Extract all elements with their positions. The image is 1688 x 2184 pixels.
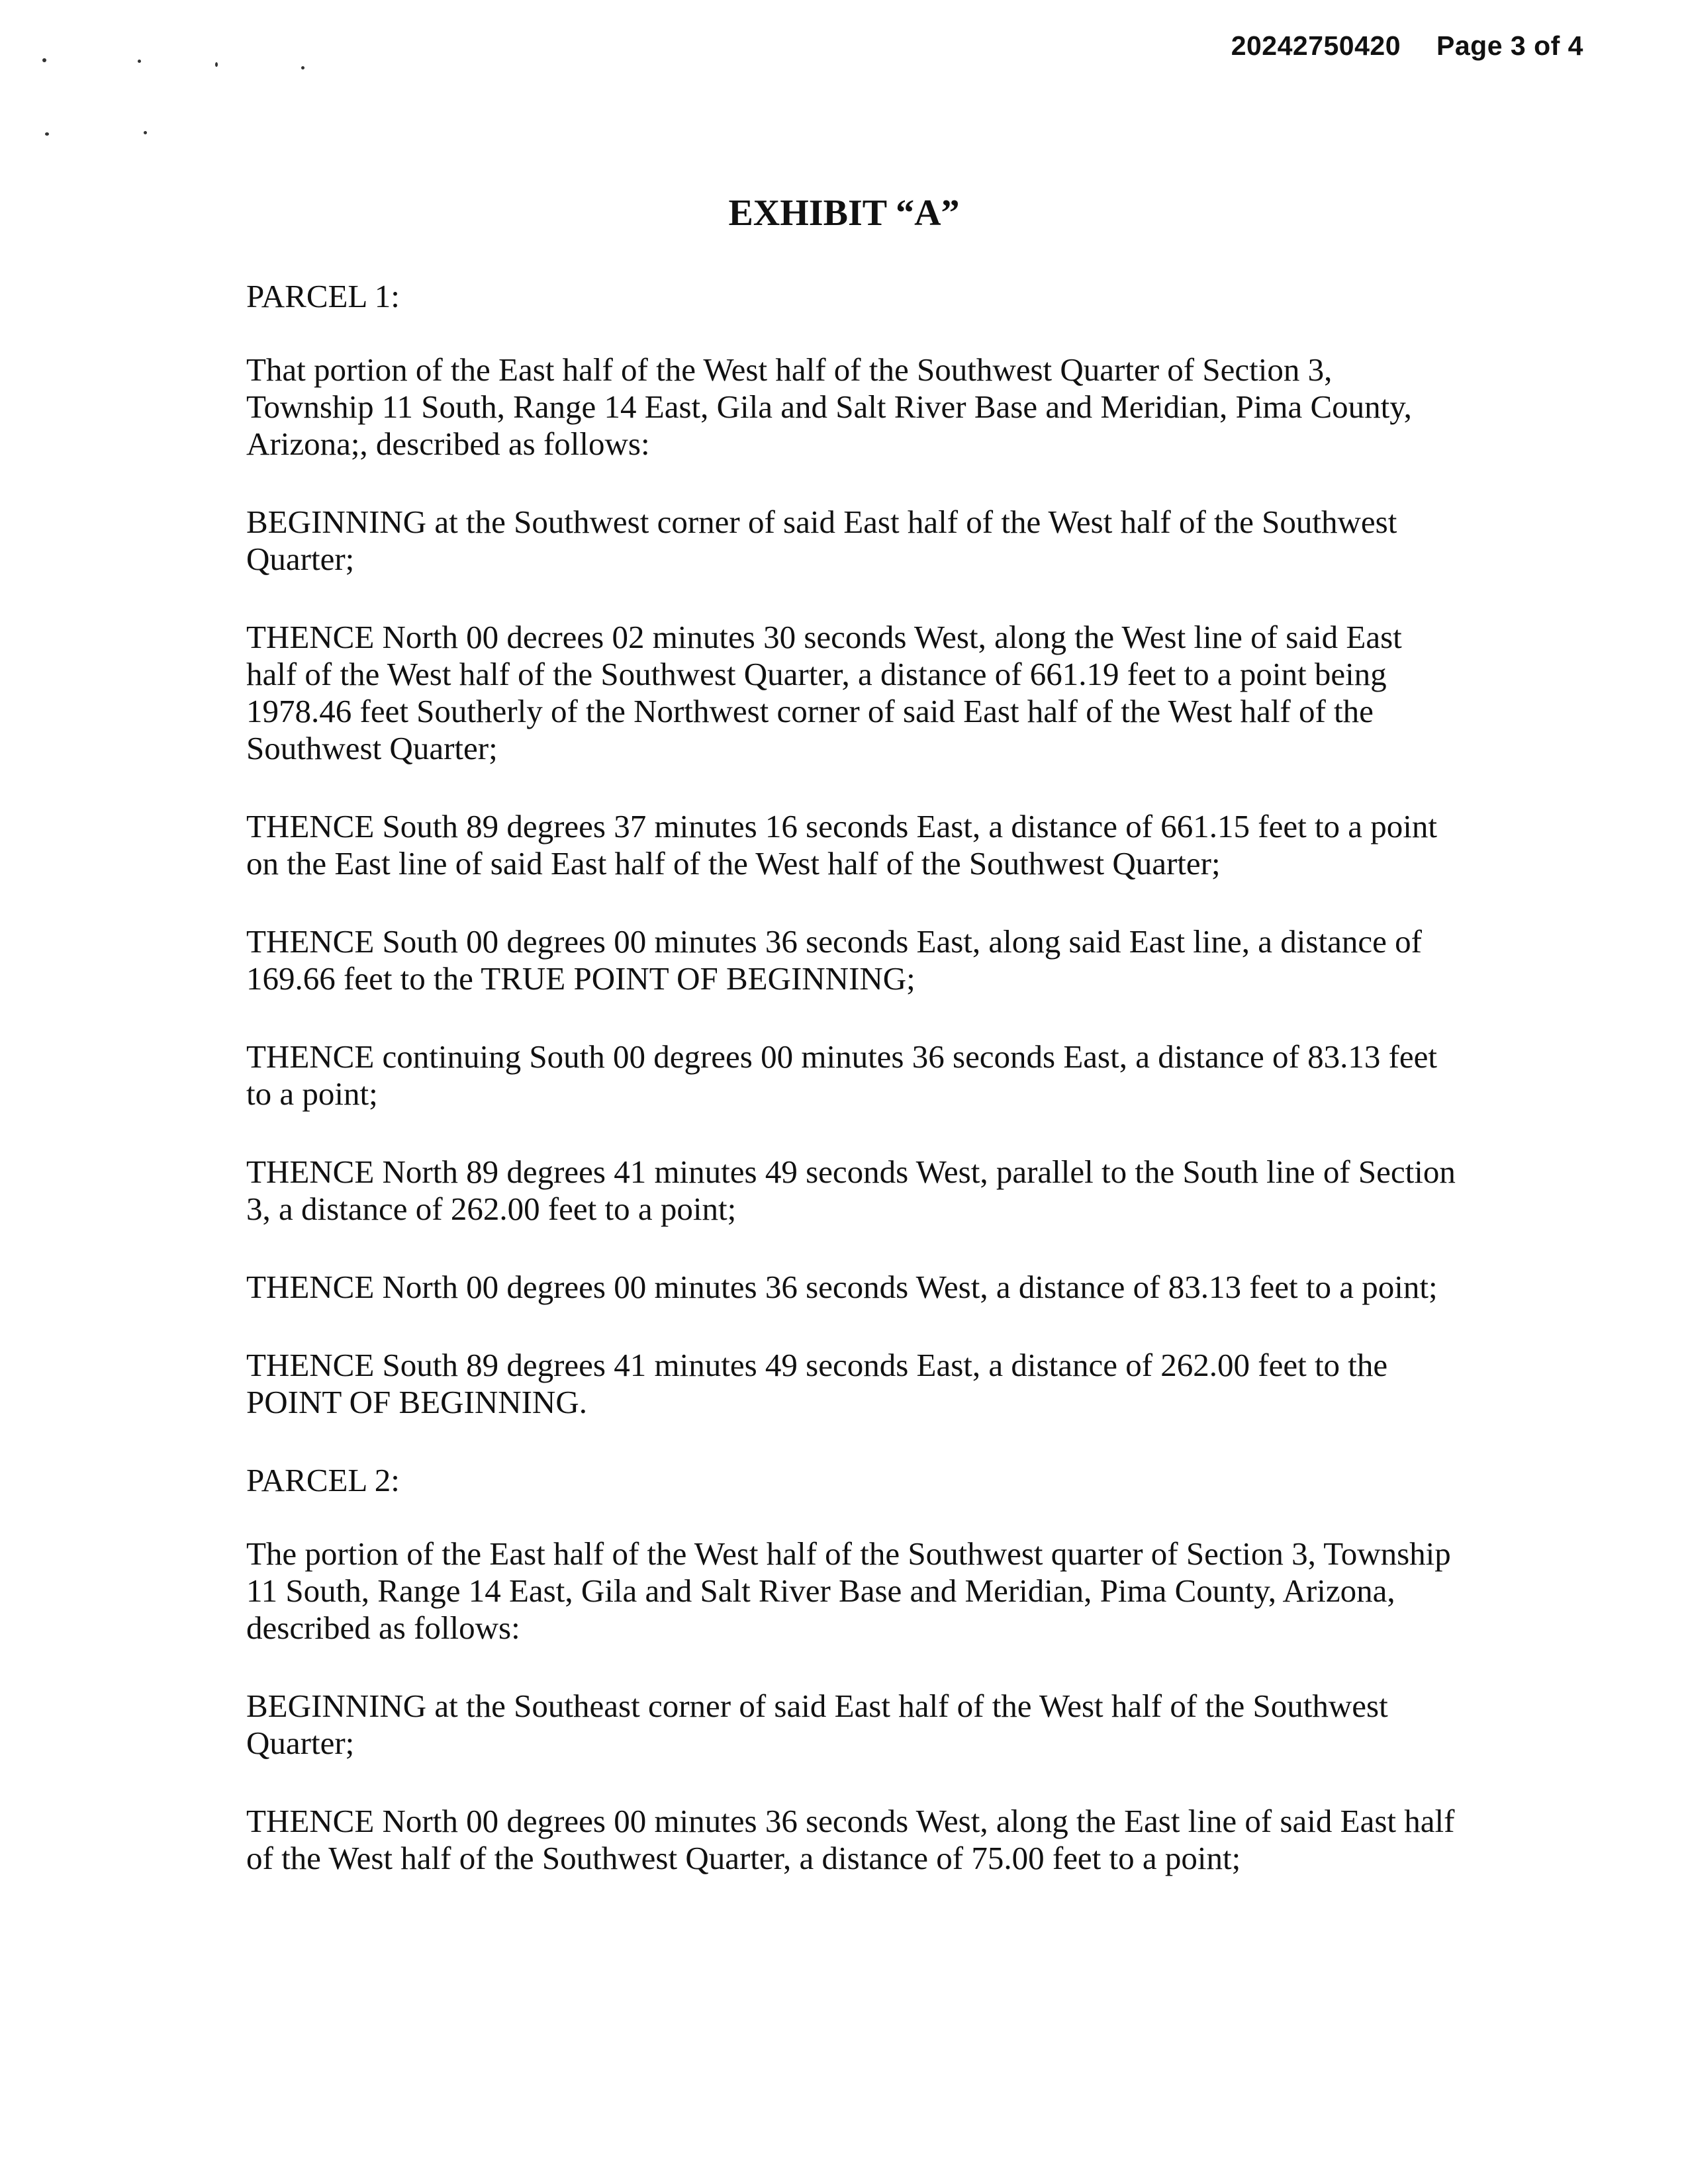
paragraph: THENCE South 00 degrees 00 minutes 36 seconds East, along said East line, a distance of 169.66 feet to the TRUE POINT OF BEGINNING; bbox=[246, 923, 1422, 997]
paragraph: THENCE North 89 degrees 41 minutes 49 seconds West, parallel to the South line of Section 3, a distance of 262.00 feet to a point; bbox=[246, 1154, 1456, 1227]
scan-speck bbox=[42, 58, 46, 62]
paragraph: THENCE North 00 degrees 00 minutes 36 seconds West, a distance of 83.13 feet to a point; bbox=[246, 1269, 1438, 1305]
legal-description bbox=[246, 278, 1458, 1918]
paragraph: THENCE South 89 degrees 37 minutes 16 seconds East, a distance of 661.15 feet to a point on the East line of said East half of the West half of the Southwest Quarter; bbox=[246, 808, 1438, 882]
paragraph: BEGINNING at the Southwest corner of said East half of the West half of the Southwest Quarter; bbox=[246, 504, 1397, 577]
scan-speck bbox=[45, 132, 49, 136]
paragraph: THENCE South 89 degrees 41 minutes 49 seconds East, a distance of 262.00 feet to the POINT OF BEGINNING. bbox=[246, 1347, 1388, 1420]
paragraph: BEGINNING at the Southeast corner of said East half of the West half of the Southwest Quarter; bbox=[246, 1688, 1388, 1761]
exhibit-title: EXHIBIT “A” bbox=[728, 193, 960, 234]
parcel-1-heading: PARCEL 1: bbox=[246, 278, 400, 314]
paragraph: The portion of the East half of the West half of the Southwest quarter of Section 3, Township 11 South, Range 14 East, Gila and Salt River Base and Meridian, Pima County, Arizona, described as follows: bbox=[246, 1535, 1451, 1646]
parcel-2-heading: PARCEL 2: bbox=[246, 1462, 400, 1498]
paragraph: That portion of the East half of the West half of the Southwest Quarter of Section 3, Township 11 South, Range 14 East, Gila and Salt River Base and Meridian, Pima County, Arizona;, described as follows: bbox=[246, 351, 1412, 462]
paragraph: THENCE continuing South 00 degrees 00 minutes 36 seconds East, a distance of 83.13 feet to a point; bbox=[246, 1038, 1438, 1112]
scan-speck bbox=[301, 66, 305, 69]
scan-speck bbox=[138, 60, 141, 63]
paragraph: THENCE North 00 degrees 00 minutes 36 seconds West, along the East line of said East half of the West half of the Southwest Quarter, a distance of 75.00 feet to a point; bbox=[246, 1803, 1455, 1876]
paragraph: THENCE North 00 decrees 02 minutes 30 seconds West, along the West line of said East half of the West half of the Southwest Quarter, a distance of 661.19 feet to a point being 1978.46 feet Southerly of the Northwest corner of said East half of the West half of the Southwest Quarter; bbox=[246, 619, 1402, 766]
page-number: Page 3 of 4 bbox=[1436, 30, 1583, 61]
scan-speck bbox=[144, 131, 147, 134]
document-header bbox=[1231, 30, 1583, 62]
scan-speck bbox=[215, 62, 218, 67]
document-number: 20242750420 bbox=[1231, 30, 1401, 61]
